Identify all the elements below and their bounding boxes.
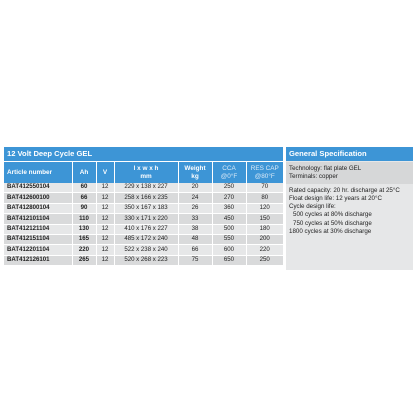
spec-float-life: Float design life: 12 years at 20°C xyxy=(289,194,382,202)
spec-cycle-life: Cycle design life: xyxy=(289,203,336,211)
spec-body xyxy=(286,161,413,270)
cell-ah: 130 xyxy=(72,224,96,234)
spec-cycle-750: 750 cycles at 50% discharge xyxy=(293,219,372,227)
cell-article-number: BAT412121104 xyxy=(4,224,72,234)
cell-weight: 48 xyxy=(178,234,212,244)
battery-spec-sheet xyxy=(4,147,413,270)
cell-volt: 12 xyxy=(96,255,114,265)
cell-dimensions: 330 x 171 x 220 xyxy=(114,214,178,224)
cell-article-number: BAT412151104 xyxy=(4,234,72,244)
cell-cca: 500 xyxy=(212,224,246,234)
cell-dimensions: 258 x 166 x 235 xyxy=(114,193,178,203)
cell-res-cap: 70 xyxy=(246,183,283,193)
cell-dimensions: 485 x 172 x 240 xyxy=(114,234,178,244)
cell-cca: 270 xyxy=(212,193,246,203)
spec-cycle-1800: 1800 cycles at 30% discharge xyxy=(289,228,372,236)
table-row xyxy=(4,214,283,224)
cell-res-cap: 80 xyxy=(246,193,283,203)
spec-tech-box xyxy=(286,162,413,184)
table-row xyxy=(4,224,283,234)
cell-ah: 110 xyxy=(72,214,96,224)
cell-ah: 220 xyxy=(72,245,96,255)
cell-volt: 12 xyxy=(96,214,114,224)
cell-ah: 165 xyxy=(72,234,96,244)
cell-dimensions: 350 x 167 x 183 xyxy=(114,203,178,213)
table-row xyxy=(4,255,283,265)
cell-weight: 20 xyxy=(178,183,212,193)
cell-article-number: BAT412600100 xyxy=(4,193,72,203)
cell-volt: 12 xyxy=(96,203,114,213)
cell-res-cap: 250 xyxy=(246,255,283,265)
col-header-weight: Weight kg xyxy=(178,162,212,184)
cell-article-number: BAT412800104 xyxy=(4,203,72,213)
spec-cycle-500: 500 cycles at 80% discharge xyxy=(293,211,372,219)
table-row xyxy=(4,193,283,203)
table-title: 12 Volt Deep Cycle GEL xyxy=(4,147,283,161)
battery-table xyxy=(4,161,283,266)
cell-dimensions: 229 x 138 x 227 xyxy=(114,183,178,193)
cell-article-number: BAT412201104 xyxy=(4,245,72,255)
cell-ah: 66 xyxy=(72,193,96,203)
cell-weight: 66 xyxy=(178,245,212,255)
spec-terminals: Terminals: copper xyxy=(289,173,338,181)
cell-ah: 60 xyxy=(72,183,96,193)
cell-ah: 90 xyxy=(72,203,96,213)
spec-technology: Technology: flat plate GEL xyxy=(289,165,362,172)
cell-weight: 24 xyxy=(178,193,212,203)
table-row xyxy=(4,203,283,213)
battery-table-panel xyxy=(4,147,283,270)
cell-cca: 250 xyxy=(212,183,246,193)
spec-rated-capacity: Rated capacity: 20 hr. discharge at 25°C xyxy=(289,186,400,194)
col-header-ah: Ah xyxy=(72,162,96,184)
cell-article-number: BAT412126101 xyxy=(4,255,72,265)
general-spec-panel xyxy=(286,147,413,270)
col-header-cca: CCA @0°F xyxy=(212,162,246,184)
cell-article-number: BAT412550104 xyxy=(4,183,72,193)
cell-volt: 12 xyxy=(96,245,114,255)
cell-cca: 550 xyxy=(212,234,246,244)
cell-res-cap: 200 xyxy=(246,234,283,244)
cell-weight: 75 xyxy=(178,255,212,265)
table-row xyxy=(4,234,283,244)
cell-res-cap: 120 xyxy=(246,203,283,213)
cell-volt: 12 xyxy=(96,234,114,244)
cell-cca: 650 xyxy=(212,255,246,265)
cell-res-cap: 220 xyxy=(246,245,283,255)
col-header-dimensions: l x w x h mm xyxy=(114,162,178,184)
col-header-res-cap: RES CAP @80°F xyxy=(246,162,283,184)
cell-weight: 33 xyxy=(178,214,212,224)
table-header-row xyxy=(4,162,283,184)
cell-dimensions: 520 x 268 x 223 xyxy=(114,255,178,265)
cell-volt: 12 xyxy=(96,193,114,203)
spec-title: General Specification xyxy=(286,147,413,161)
table-row xyxy=(4,183,283,193)
cell-article-number: BAT412101104 xyxy=(4,214,72,224)
cell-res-cap: 150 xyxy=(246,214,283,224)
cell-ah: 265 xyxy=(72,255,96,265)
cell-res-cap: 180 xyxy=(246,224,283,234)
cell-volt: 12 xyxy=(96,224,114,234)
col-header-article: Article number xyxy=(4,162,72,184)
cell-cca: 360 xyxy=(212,203,246,213)
cell-weight: 38 xyxy=(178,224,212,234)
cell-weight: 26 xyxy=(178,203,212,213)
cell-cca: 600 xyxy=(212,245,246,255)
table-row xyxy=(4,245,283,255)
col-header-v: V xyxy=(96,162,114,184)
cell-dimensions: 410 x 176 x 227 xyxy=(114,224,178,234)
cell-dimensions: 522 x 238 x 240 xyxy=(114,245,178,255)
cell-cca: 450 xyxy=(212,214,246,224)
cell-volt: 12 xyxy=(96,183,114,193)
